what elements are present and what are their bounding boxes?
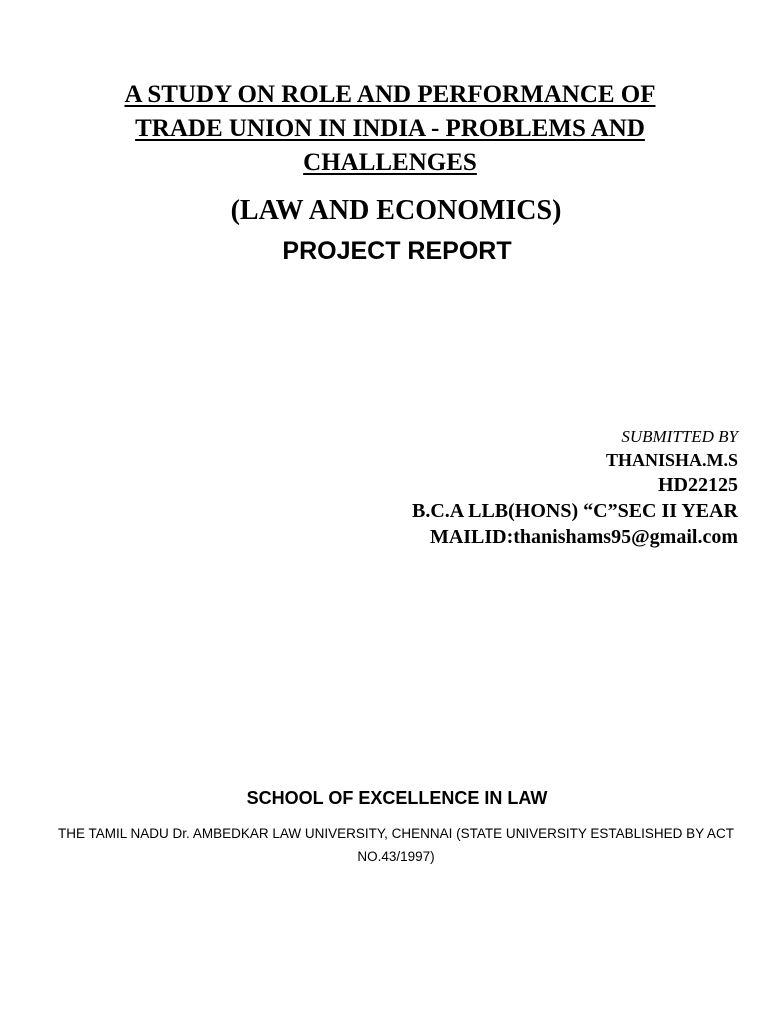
university-name: THE TAMIL NADU Dr. AMBEDKAR LAW UNIVERSITY, CHENNAI (STATE UNIVERSITY ESTABLISHED BY ACT NO.43/1997)	[58, 826, 734, 864]
title-line-2: TRADE UNION IN INDIA - PROBLEMS AND	[135, 115, 645, 142]
school-name: SCHOOL OF EXCELLENCE IN LAW	[246, 788, 548, 808]
course-details: B.C.A LLB(HONS) “C”SEC II YEAR	[412, 500, 738, 522]
student-id: HD22125	[658, 474, 738, 496]
submission-details	[412, 426, 738, 550]
title-line-3: CHALLENGES	[303, 149, 477, 176]
student-email: MAILID:thanishams95@gmail.com	[429, 526, 738, 548]
title-line-1: A STUDY ON ROLE AND PERFORMANCE OF	[124, 81, 656, 108]
report-type-heading: PROJECT REPORT	[282, 237, 512, 265]
report-title	[60, 78, 720, 180]
submitted-by-label: SUBMITTED BY	[621, 427, 738, 446]
student-name: THANISHA.M.S	[605, 450, 738, 470]
subject-heading: (LAW AND ECONOMICS)	[230, 195, 562, 226]
